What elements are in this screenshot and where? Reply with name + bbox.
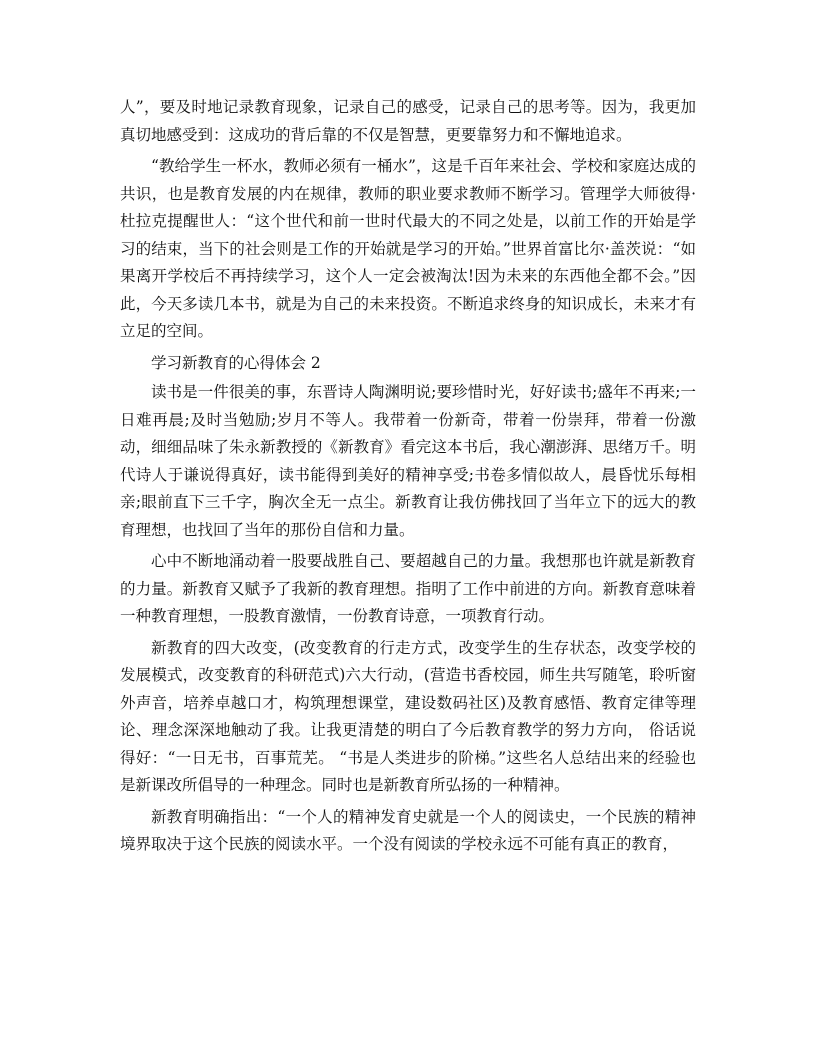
paragraph-continued: 人”，要及时地记录教育现象，记录自己的感受，记录自己的思考等。因为，我更加真切地感受到：这成功的背后靠的不仅是智慧，更要靠努力和不懈地追求。 [120,98,696,144]
section-heading: 学习新教育的心得体会 2 [151,353,321,372]
document-page [120,94,696,863]
paragraph-new-education-power: 心中不断地涌动着一股要战胜自己、要超越自己的力量。我想那也许就是新教育的力量。新教育又赋予了我新的教育理想。指明了工作中前进的方向。新教育意味着一种教育理想，一股教育激情，一份教育诗意，一项教育行动。 [120,552,696,625]
paragraph-reading: 读书是一件很美的事，东晋诗人陶渊明说;要珍惜时光，好好读书;盛年不再来;一日难再晨;及时当勉励;岁月不等人。我带着一份新奇，带着一份崇拜，带着一份激动，细细品味了朱永新教授的《新教育》看完这本书后，我心潮澎湃、思绪万千。明代诗人于谦说得真好，读书能得到美好的精神享受;书卷多情似故人，晨昏忧乐每相亲;眼前直下三千字，胸次全无一点尘。新教育让我仿佛找回了当年立下的远大的教育理想，也找回了当年的那份自信和力量。 [120,383,696,539]
paragraph-teacher-learning: “教给学生一杯水，教师必须有一桶水”，这是千百年来社会、学校和家庭达成的共识，也是教育发展的内在规律，教师的职业要求教师不断学习。管理学大师彼得·杜拉克提醒世人：“这个世代和前一世时代最大的不同之处是，以前工作的开始是学习的结束，当下的社会则是工作的开始就是学习的开始。”世界首富比尔·盖茨说：“如果离开学校后不再持续学习，这个人一定会被淘汰!因为未来的东西他全都不会。”因此，今天多读几本书，就是为自己的未来投资。不断追求终身的知识成长，未来才有立足的空间。 [120,157,696,340]
paragraph-four-changes: 新教育的四大改变，(改变教育的行走方式，改变学生的生存状态，改变学校的发展模式，改变教育的科研范式)六大行动，(营造书香校园，师生共写随笔，聆听窗外声音，培养卓越口才，构筑理想课堂，建设数码社区)及教育感悟、教育定律等理论、理念深深地触动了我。让我更清楚的明白了今后教育教学的努力方向， 俗话说得好：“一日无书，百事荒芜。 “书是人类进步的阶梯。”这些名人总结出来的经验也是新课改所倡导的一种理念。同时也是新教育所弘扬的一种精神。 [120,638,696,794]
paragraph-reading-history: 新教育明确指出：“一个人的精神发育史就是一个人的阅读史，一个民族的精神境界取决于这个民族的阅读水平。一个没有阅读的学校永远不可能有真正的教育， [120,807,696,853]
